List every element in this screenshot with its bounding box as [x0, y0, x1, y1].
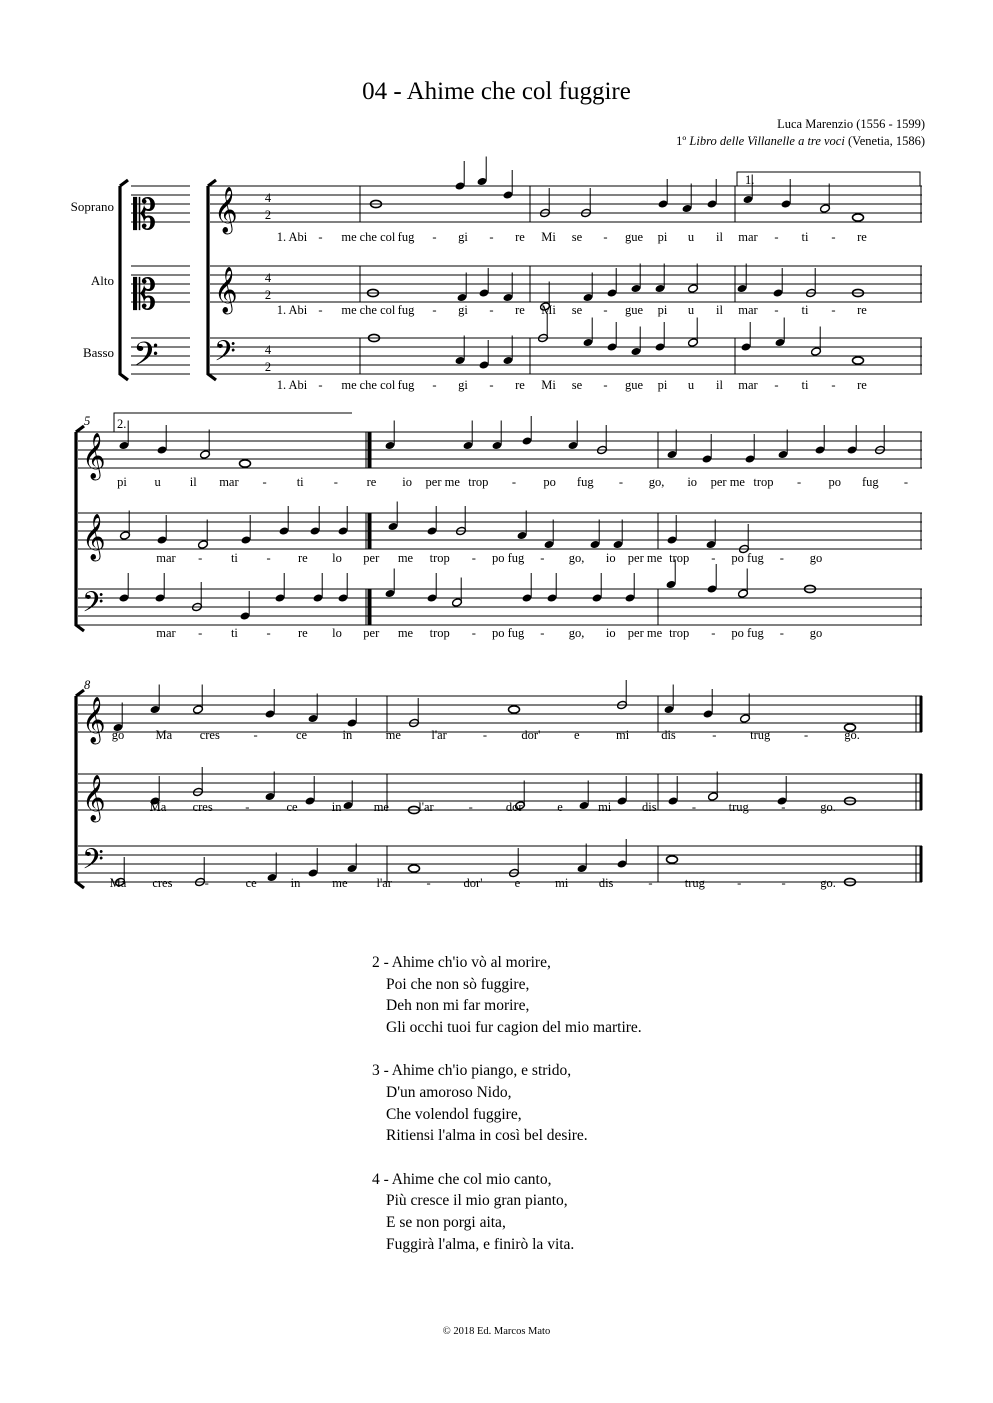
lyric-soprano-2: il: [189, 475, 197, 489]
lyric-basso-2: trop: [669, 626, 690, 640]
lyric-alto-2: trop: [669, 551, 690, 565]
lyric-basso-1: mar: [738, 378, 758, 392]
lyric-soprano-2: per me: [710, 475, 745, 489]
volta-2-label: 2.: [117, 417, 127, 431]
lyric-basso-3: cres: [152, 876, 173, 890]
measure-number-8: 8: [84, 678, 91, 692]
lyric-alto-1: Mi: [541, 303, 556, 317]
lyric-soprano-2: mar: [219, 475, 239, 489]
lyric-soprano-3: l'ar: [431, 728, 447, 742]
lyric-soprano-2: u: [154, 475, 161, 489]
lyric-basso-3: e: [514, 876, 521, 890]
lyric-basso-1: se: [571, 378, 583, 392]
lyric-soprano-1: mar: [738, 230, 758, 244]
lyric-soprano-2: go,: [648, 475, 665, 489]
lyric-alto-3: e: [557, 800, 563, 814]
lyric-soprano-2: trop: [468, 475, 489, 489]
lyric-alto-1: me: [341, 303, 357, 317]
lyric-basso-3: Ma: [109, 876, 127, 890]
lyric-soprano-1: -: [774, 230, 779, 244]
lyric-alto-1: -: [318, 303, 323, 317]
lyric-alto-3: cres: [192, 800, 213, 814]
lyric-soprano-1: pi: [657, 230, 668, 244]
source-ordinal: 1º: [676, 134, 687, 148]
time-signature-denominator: 2: [264, 288, 272, 302]
lyric-basso-1: gi: [458, 378, 468, 392]
lyric-basso-3: in: [290, 876, 301, 890]
bass-clef-icon: 𝄢: [82, 843, 104, 883]
lyric-alto-2: per me: [627, 551, 663, 565]
lyric-basso-2: -: [779, 626, 784, 640]
lyric-basso-3: -: [648, 876, 653, 890]
lyric-basso-1: -: [318, 378, 323, 392]
time-signature-numerator: 4: [264, 271, 272, 285]
staff-lines: [78, 186, 922, 882]
lyric-alto-1: u: [687, 303, 695, 317]
lyric-alto-1: -: [489, 303, 494, 317]
lyric-alto-2: -: [779, 551, 784, 565]
lyric-soprano-3: Ma: [155, 728, 173, 742]
lyric-basso-2: ti: [230, 626, 238, 640]
lyric-alto-2: po fug: [731, 551, 764, 565]
lyric-basso-3: l'ar: [376, 876, 392, 890]
lyric-soprano-3: dor': [521, 728, 541, 742]
lyric-soprano-1: -: [489, 230, 494, 244]
lyric-soprano-2: po: [828, 475, 841, 489]
lyric-alto-1: mar: [738, 303, 758, 317]
lyric-alto-1: gi: [458, 303, 468, 317]
lyric-soprano-1: -: [603, 230, 608, 244]
whole-note: [853, 357, 864, 364]
lyric-soprano-2: trop: [753, 475, 774, 489]
lyric-basso-1: -: [831, 378, 836, 392]
lyric-soprano-3: cres: [199, 728, 220, 742]
lyric-soprano-1: Mi: [541, 230, 556, 244]
verse-line: 3 - Ahime ch'io piango, e strido,: [372, 1062, 572, 1080]
lyric-soprano-1: il: [716, 230, 723, 244]
lyric-soprano-3: in: [342, 728, 353, 742]
verse-line: Più cresce il mio gran pianto,: [386, 1192, 568, 1210]
lyric-basso-1: che col: [359, 378, 396, 392]
whole-note: [509, 706, 520, 713]
treble-clef-icon: 𝄞: [214, 187, 238, 233]
whole-note: [409, 865, 420, 872]
lyric-soprano-2: ti: [296, 475, 304, 489]
lyric-soprano-3: trug: [750, 728, 771, 742]
lyric-basso-1: 1. Abi: [276, 378, 308, 392]
lyric-soprano-1: -: [318, 230, 323, 244]
time-signature-numerator: 4: [264, 343, 272, 357]
lyric-soprano-2: -: [262, 475, 267, 489]
lyric-soprano-1: re: [857, 230, 867, 244]
lyric-basso-3: trug: [684, 876, 705, 890]
lyric-basso-2: re: [297, 626, 308, 640]
lyric-basso-2: -: [266, 626, 271, 640]
lyric-alto-1: fug: [397, 303, 415, 317]
treble-clef-icon: 𝄞: [82, 697, 106, 743]
lyric-soprano-3: go: [111, 728, 125, 742]
lyric-soprano-2: fug: [576, 475, 594, 489]
lyric-alto-3: -: [468, 800, 473, 814]
lyric-soprano-2: pi: [117, 475, 127, 489]
lyric-alto-2: re: [297, 551, 308, 565]
lyric-soprano-1: -: [831, 230, 836, 244]
lyric-soprano-2: -: [903, 475, 909, 489]
verse-line: Ritiensi l'alma in così bel desire.: [386, 1127, 588, 1145]
voice-label-basso: Basso: [82, 345, 114, 360]
lyric-alto-1: re: [857, 303, 867, 317]
basso-f-clef-icon: 𝄢: [133, 336, 159, 382]
page-title: 04 - Ahime che col fuggire: [362, 78, 631, 105]
lyric-alto-2: po fug: [491, 551, 525, 565]
lyric-basso-1: il: [716, 378, 723, 392]
lyric-soprano-3: mi: [616, 728, 630, 742]
lyric-soprano-2: io: [687, 475, 698, 489]
bass-clef-icon: 𝄢: [82, 586, 104, 626]
lyric-soprano-3: -: [804, 728, 809, 742]
lyric-basso-2: io: [605, 626, 616, 640]
verse-line: 2 - Ahime ch'io vò al morire,: [372, 954, 551, 971]
lyric-alto-3: dis: [642, 800, 657, 814]
treble-clef-icon: 𝄞: [214, 267, 238, 313]
lyric-alto-1: -: [831, 303, 836, 317]
lyric-alto-1: re: [515, 303, 525, 317]
lyric-basso-2: per: [363, 626, 380, 640]
lyric-alto-1: 1. Abi: [276, 303, 308, 317]
lyric-alto-2: -: [471, 551, 476, 565]
lyric-alto-2: go,: [568, 551, 585, 565]
lyric-basso-3: me: [332, 876, 348, 890]
lyric-soprano-2: io: [402, 475, 412, 489]
time-signature-denominator: 2: [264, 360, 272, 374]
lyric-alto-3: -: [781, 800, 786, 814]
source-title: Libro delle Villanelle a tre voci: [689, 134, 845, 148]
treble-clef-icon: 𝄞: [82, 775, 106, 821]
lyric-alto-1: se: [571, 303, 583, 317]
lyric-alto-1: il: [716, 303, 723, 317]
lyric-soprano-3: me: [385, 728, 401, 742]
lyric-alto-2: trop: [429, 551, 450, 565]
lyric-alto-2: per: [363, 551, 380, 565]
lyric-basso-3: ce: [245, 876, 257, 890]
lyric-alto-1: gue: [624, 303, 644, 317]
lyric-soprano-3: e: [573, 728, 580, 742]
lyric-soprano-1: ti: [801, 230, 809, 244]
lyric-basso-2: mar: [156, 626, 176, 640]
lyric-basso-1: u: [687, 378, 695, 392]
lyric-alto-2: ti: [230, 551, 238, 565]
verses: [372, 952, 642, 1277]
lyric-basso-2: -: [711, 626, 716, 640]
lyric-basso-1: fug: [397, 378, 415, 392]
time-signature-denominator: 2: [264, 208, 272, 222]
verse-line: 4 - Ahime che col mio canto,: [372, 1170, 552, 1188]
lyric-alto-2: me: [397, 551, 414, 565]
lyric-alto-3: mi: [598, 800, 612, 814]
lyric-alto-3: ce: [286, 800, 298, 814]
lyric-alto-3: go.: [820, 800, 836, 814]
lyric-alto-3: me: [373, 800, 389, 814]
lyric-soprano-2: -: [618, 475, 623, 489]
volta-1-bracket: [737, 172, 920, 186]
voice-label-alto: Alto: [90, 273, 114, 288]
lyric-basso-2: po fug: [731, 626, 764, 640]
treble-clef-icon: 𝄞: [82, 514, 106, 560]
lyric-basso-2: po fug: [491, 626, 525, 640]
copyright: © 2018 Ed. Marcos Mato: [442, 1326, 551, 1337]
verse-4: [372, 1169, 642, 1255]
lyric-basso-3: dis: [598, 876, 614, 890]
verse-line: Che volendol fuggire,: [386, 1105, 522, 1123]
composer-credit: Luca Marenzio (1556 - 1599): [777, 117, 925, 131]
lyric-alto-1: -: [774, 303, 779, 317]
bass-clef-icon: 𝄢: [214, 335, 236, 375]
lyric-basso-3: dor': [463, 876, 483, 890]
lyric-soprano-2: -: [797, 475, 802, 489]
lyric-soprano-2: fug: [862, 475, 879, 489]
lyric-alto-1: che col: [359, 303, 396, 317]
source-place: (Venetia, 1586): [847, 134, 925, 148]
lyric-soprano-1: che col: [359, 230, 396, 244]
whole-note: [667, 856, 678, 863]
lyric-soprano-1: se: [571, 230, 583, 244]
alto-c-clef-icon: 𝄡: [133, 270, 157, 319]
lyric-soprano-2: -: [511, 475, 517, 489]
lyric-basso-2: -: [471, 626, 476, 640]
voice-label-soprano: Soprano: [70, 199, 114, 214]
volta-2-bracket: [114, 413, 352, 432]
lyric-soprano-3: -: [482, 728, 488, 742]
lyric-soprano-1: fug: [397, 230, 415, 244]
lyric-basso-3: -: [204, 876, 209, 890]
lyric-alto-3: -: [691, 800, 697, 814]
lyric-alto-3: in: [331, 800, 342, 814]
lyric-soprano-1: re: [515, 230, 525, 244]
verse-line: Poi che non sò fuggire,: [386, 975, 530, 993]
lyric-soprano-2: re: [366, 475, 377, 489]
lyric-basso-2: go,: [568, 626, 585, 640]
lyric-basso-2: -: [540, 626, 545, 640]
lyric-alto-2: mar: [156, 551, 176, 565]
lyric-alto-2: -: [266, 551, 271, 565]
lyric-basso-1: -: [432, 378, 437, 392]
lyric-basso-1: gue: [624, 378, 644, 392]
lyric-basso-2: trop: [429, 626, 450, 640]
lyric-alto-2: -: [540, 551, 545, 565]
lyric-alto-3: trug: [728, 800, 749, 814]
lyric-soprano-1: -: [432, 230, 437, 244]
lyric-basso-2: me: [397, 626, 414, 640]
incipit-bracket: [120, 180, 128, 380]
lyric-alto-1: pi: [657, 303, 668, 317]
time-signature-numerator: 4: [264, 191, 272, 205]
lyric-alto-2: -: [198, 551, 203, 565]
verse-line: Deh non mi far morire,: [386, 997, 530, 1015]
lyric-basso-1: Mi: [541, 378, 556, 392]
lyric-basso-2: lo: [332, 626, 342, 640]
lyric-soprano-3: go.: [844, 728, 860, 742]
measure-number-5: 5: [84, 414, 91, 428]
lyric-soprano-3: -: [712, 728, 717, 742]
lyric-alto-2: -: [711, 551, 716, 565]
barlines: [360, 186, 921, 882]
lyric-basso-1: re: [515, 378, 525, 392]
verse-3: [372, 1060, 642, 1146]
lyric-basso-1: pi: [657, 378, 668, 392]
lyric-soprano-3: ce: [295, 728, 308, 742]
lyric-alto-3: l'ar: [418, 800, 434, 814]
lyric-alto-3: Ma: [149, 800, 167, 814]
lyric-alto-2: go: [809, 551, 823, 565]
lyric-basso-3: go.: [820, 876, 836, 890]
lyric-alto-3: -: [245, 800, 250, 814]
lyric-soprano-3: -: [253, 728, 258, 742]
lyric-soprano-1: 1. Abi: [276, 230, 308, 244]
lyric-alto-2: io: [605, 551, 616, 565]
lyric-basso-3: mi: [555, 876, 569, 890]
lyric-basso-2: per me: [627, 626, 663, 640]
lyric-basso-1: ti: [801, 378, 809, 392]
lyric-soprano-3: dis: [661, 728, 676, 742]
lyric-basso-2: go: [809, 626, 823, 640]
whole-note: [240, 460, 251, 467]
lyric-alto-1: -: [432, 303, 437, 317]
lyric-alto-3: dor': [505, 800, 525, 814]
lyric-basso-1: -: [489, 378, 494, 392]
lyric-basso-2: -: [198, 626, 203, 640]
lyric-basso-1: -: [774, 378, 779, 392]
lyric-soprano-2: po: [543, 475, 556, 489]
lyric-basso-1: me: [341, 378, 357, 392]
lyric-soprano-1: u: [687, 230, 695, 244]
lyric-alto-1: ti: [801, 303, 809, 317]
lyric-basso-1: re: [857, 378, 867, 392]
soprano-c-clef-icon: 𝄡: [133, 190, 157, 239]
lyric-soprano-1: me: [341, 230, 357, 244]
verse-line: Gli occhi tuoi fur cagion del mio martire.: [386, 1018, 642, 1036]
lyric-soprano-1: gi: [458, 230, 468, 244]
lyric-basso-3: -: [426, 876, 431, 890]
lyric-soprano-1: gue: [624, 230, 644, 244]
lyric-basso-3: -: [737, 876, 742, 890]
lyric-soprano-2: -: [333, 475, 338, 489]
lyric-alto-1: -: [603, 303, 608, 317]
verse-line: Fuggirà l'alma, e finirò la vita.: [386, 1235, 575, 1253]
verse-line: D'un amoroso Nido,: [386, 1083, 512, 1101]
whole-note: [853, 214, 864, 221]
lyric-basso-1: -: [603, 378, 608, 392]
lyric-soprano-2: per me: [425, 475, 460, 489]
treble-clef-icon: 𝄞: [82, 433, 106, 479]
verse-2: [372, 952, 642, 1038]
lyric-basso-3: -: [781, 876, 786, 890]
verse-line: E se non porgi aita,: [386, 1213, 506, 1231]
volta-1-label: 1.: [745, 173, 755, 187]
lyric-alto-2: lo: [332, 551, 342, 565]
